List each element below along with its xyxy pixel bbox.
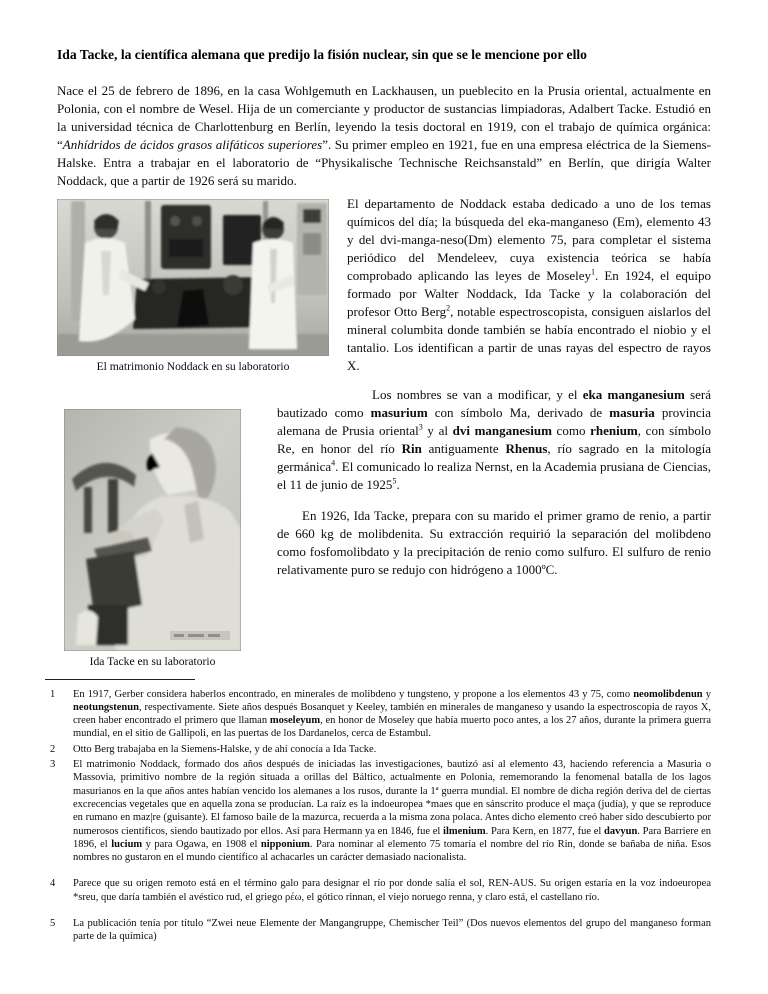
footnote-number: 1 xyxy=(50,688,56,700)
paragraph-noddack-department: El departamento de Noddack estaba dedicado a uno de los temas químicos del día; la búsqueda del eka-manganeso (Em), elemento 43 y del dvi-manga-neso(Dm) elemento 75, para completar el sistema periódico del Mendeleev, cuya existencia teórica se había comprobado aplicando las leyes de Moseley$^1$. En 1924, el equipo formado por Walter Noddack, Ida Tacke y la colaboración del profesor Otto Berg$^2$, notable espectroscopista, consiguen aislarlos del mineral columbita donde también se había encontrado el niobio y el tantalio. Los identifican a partir de unas rayas del espectro de rayos X. xyxy=(347,195,711,374)
footnote-4 xyxy=(45,877,711,904)
paragraph-renaming: Los nombres se van a modificar, y el eka manganesium será bautizado como masurium con símbolo Ma, derivado de masuria provincia alemana de Prusia oriental$^3$ y al dvi manganesium como rhenium, con símbolo Re, en honor del río Rin antiguamente Rhenus, río sagrado en la mitología germánica$^4$. El comunicado lo realiza Nernst, en la Academia prusiana de Ciencias, el 11 de junio de 1925$^5$. xyxy=(277,386,711,492)
footnote-number: 3 xyxy=(50,759,56,771)
footnote-separator xyxy=(45,679,195,680)
caption-photo2: Ida Tacke en su laboratorio xyxy=(89,654,216,668)
footnote-text: La publicación tenía por título “Zwei neue Elemente der Mangangruppe, Chemischer Teil” (Dos nuevos elementos del grupo del manganeso forman parte de la química) xyxy=(73,918,711,943)
paragraph-intro: Nace el 25 de febrero de 1896, en la casa Wohlgemuth en Lackhausen, un pueblecito en la Prusia oriental, actualmente en Polonia, con el nombre de Wesel. Hija de un comerciante y productor de sustancias limpiadoras, Adalbert Tacke. Estudió en la universidad técnica de Charlottenburg en Berlín, leyendo la tesis doctoral en 1919, con el trabajo de química orgánica: “Anhídridos de ácidos grasos alifáticos superiores”. Su primer empleo en 1921, fue en una empresa eléctrica de la Siemens-Halske. Entra a trabajar en el laboratorio de “Physikalische Technische Reichsanstald” en Berlín, que dirigía Walter Noddack, que a partir de 1926 será su marido. xyxy=(57,83,711,189)
figure-noddack-couple xyxy=(57,199,329,398)
footnote-text: En 1917, Gerber considera haberlos encontrado, en minerales de molibdeno y tungsteno, y propone a los elementos 43 y 75, como neomolibdenun y neotungstenun, respectivamente. Siete años después Bosanquet y Keeley, también en minerales de manganeso y usando la espectroscopia de rayos X, creen haber encontrado el primero que llaman moseleyum, en honor de Moseley que había muerto poco antes, a los 27 años, durante la primera guerra mundial, en el sitio de Gallipoli, en las puertas de los Dardanelos, cerca de Estambul. xyxy=(73,688,712,740)
footnote-1 xyxy=(45,688,711,741)
footnote-5 xyxy=(45,917,711,944)
caption-photo1: El matrimonio Noddack en su laboratorio xyxy=(96,359,290,373)
footnote-3 xyxy=(45,758,711,864)
photo-ida-tacke-lab xyxy=(64,409,241,651)
footnotes-section xyxy=(50,688,712,944)
footnote-number: 4 xyxy=(50,878,56,890)
figure-ida-tacke xyxy=(64,409,241,669)
paragraph-first-gram: En 1926, Ida Tacke, prepara con su marido el primer gramo de renio, a partir de 660 kg de molibdenita. Su extracción requirió la separación del molibdeno como fosfomolibdato y la precipitación de renio como sulfuro. El sulfuro de renio relativamente puro se redujo con hidrógeno a 1000ºC. xyxy=(277,508,711,578)
footnote-text: Parece que su origen remoto está en el término galo para designar el río por donde salía el sol, REN-AUS. Su origen estaría en la voz indoeuropea *sreu, que daría también el avéstico rud, el griego ρέω, el gótico rinnan, el viejo noruego renna, y claro está, el castellano río. xyxy=(73,878,711,903)
footnote-text: Otto Berg trabajaba en la Siemens-Halske, y de ahí conocía a Ida Tacke. xyxy=(73,743,377,755)
footnote-2 xyxy=(45,743,711,756)
footnote-text: El matrimonio Noddack, formado dos años después de iniciadas las investigaciones, bautizó así al elemento 43, haciendo referencia a Masuria o Massovia, primitivo nombre de la región situada a orillas del Báltico, actualmente en Polonia, rememorando la fenomenal batalla de los lagos masurianos en la que años antes habían vencido los alemanes a los rusos, durante la 1ª guerra mundial. El nombre de dicha región deriva del de ciertas excrecencias vegetales que en aquella zona se producían. La raíz es la indoeuropea *maes que en sánscrito produce el maça (judía), y que se reproduce en rumano en maz|re (guisante). El famoso baile de la mazurca, recuerda a la misma zona polaca. Antes dicho elemento creó haber sido descubierto por numerosos científicos, siendo bautizado por ellos. Así para Hermann ya en 1846, fue el ilmenium. Para Kern, en 1877, fue el davyun. Para Barriere en 1896, el lucium y para Ogawa, en 1908 el nipponium. Para nominar al elemento 75 tomaría el nombre del río Rin, donde se bañaba de niña. Esos nombres no gustaron en el mundo científico al achacarles un carácter demasiado nacionalista. xyxy=(73,759,712,864)
footnote-number: 5 xyxy=(50,918,56,930)
page-title: Ida Tacke, la científica alemana que predijo la fisión nuclear, sin que se le mencione por ello xyxy=(57,47,587,62)
footnote-number: 2 xyxy=(50,743,56,755)
photo-noddack-couple-lab xyxy=(57,199,329,356)
